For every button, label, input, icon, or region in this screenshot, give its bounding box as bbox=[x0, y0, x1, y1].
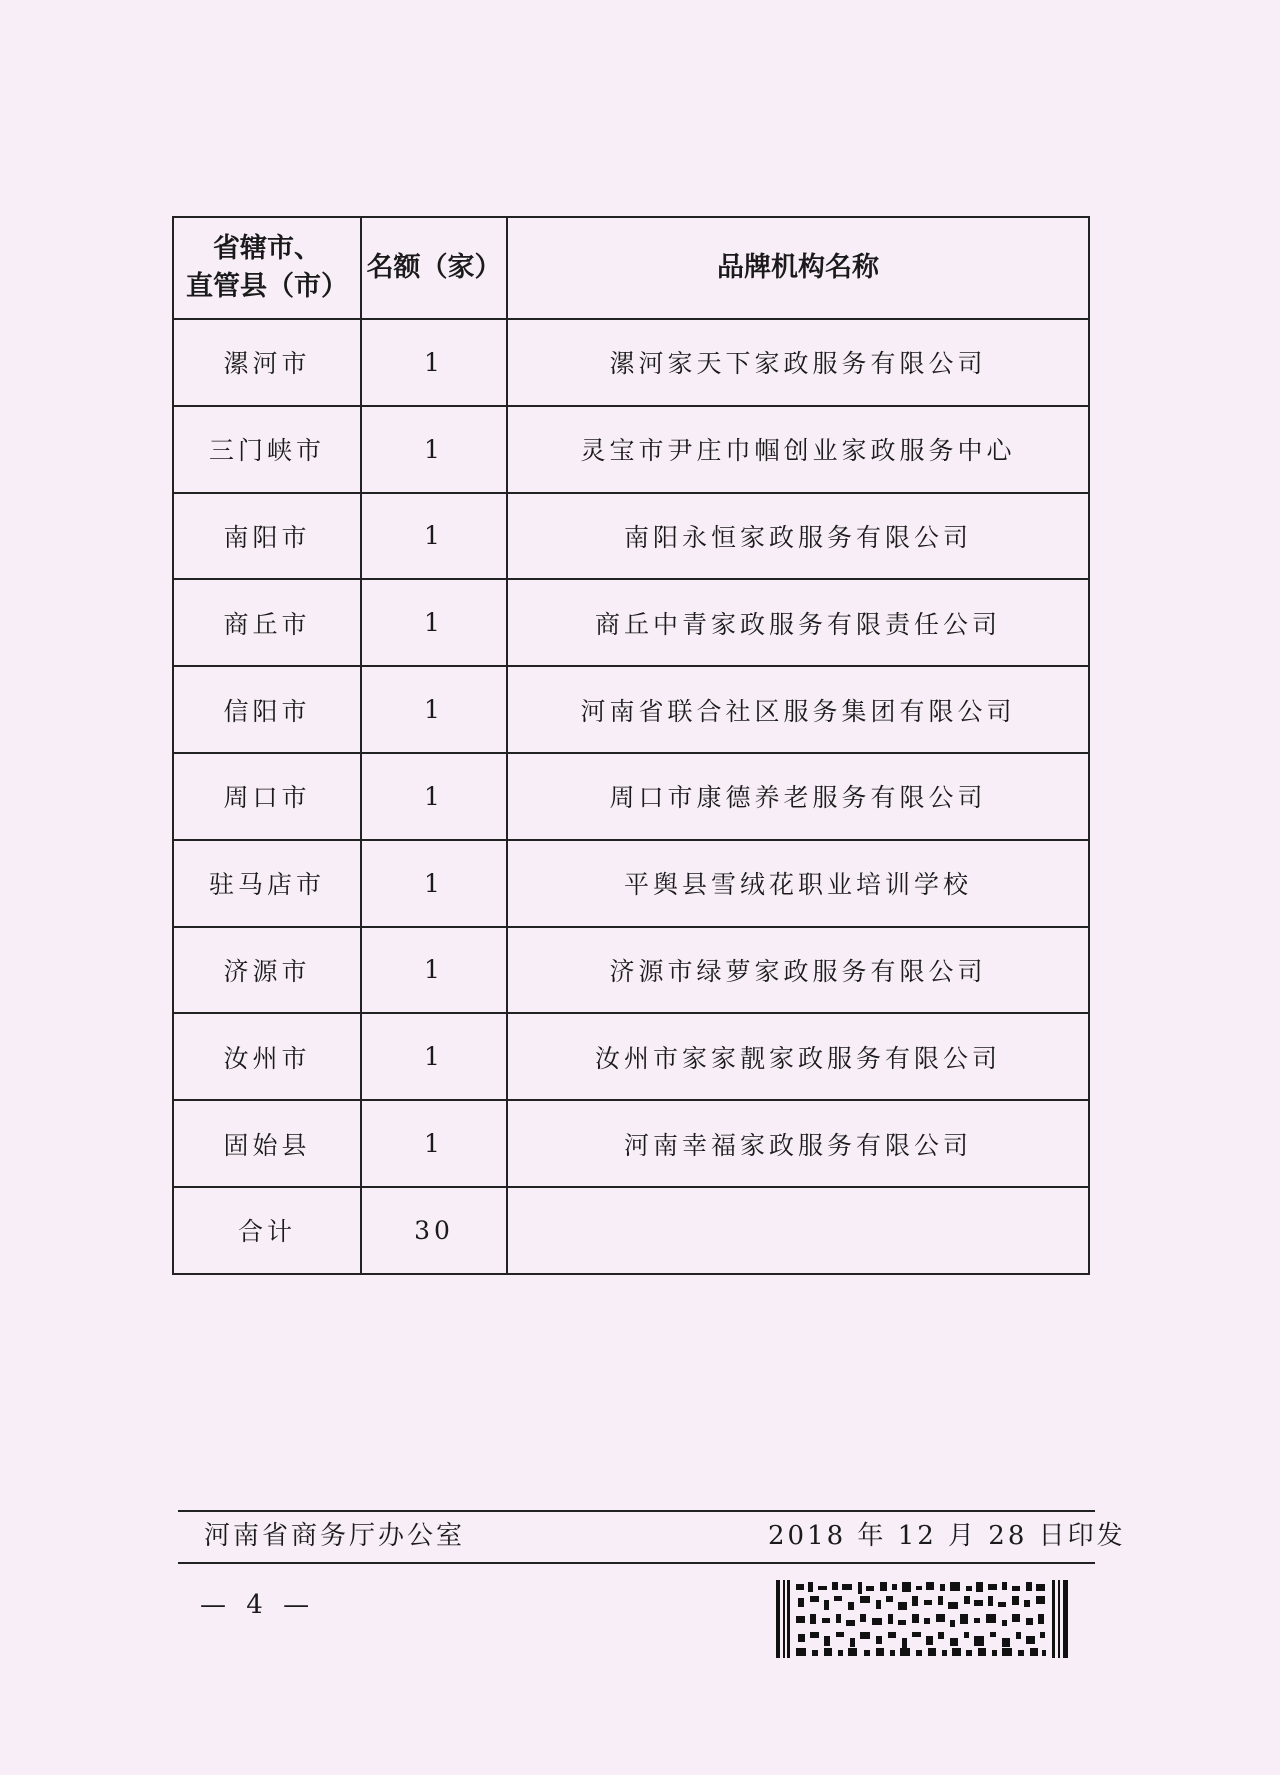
table-row bbox=[173, 319, 1089, 406]
table-row bbox=[173, 753, 1089, 840]
cell-region: 固始县 bbox=[173, 1100, 361, 1187]
cell-region: 驻马店市 bbox=[173, 840, 361, 927]
table-row bbox=[173, 406, 1089, 493]
table-row bbox=[173, 1100, 1089, 1187]
table-row bbox=[173, 579, 1089, 666]
cell-org: 河南幸福家政服务有限公司 bbox=[507, 1100, 1089, 1187]
cell-region: 济源市 bbox=[173, 927, 361, 1014]
cell-region: 信阳市 bbox=[173, 666, 361, 753]
cell-org: 漯河家天下家政服务有限公司 bbox=[507, 319, 1089, 406]
cell-count: 1 bbox=[361, 579, 507, 666]
issue-date: 2018 年 12 月 28 日印发 bbox=[768, 1521, 1126, 1551]
cell-org: 河南省联合社区服务集团有限公司 bbox=[507, 666, 1089, 753]
header-region-line2: 直管县（市） bbox=[186, 271, 348, 302]
table-row bbox=[173, 927, 1089, 1014]
cell-count: 1 bbox=[361, 840, 507, 927]
footer-divider-bottom bbox=[178, 1562, 1095, 1564]
barcode-icon bbox=[776, 1580, 1068, 1658]
cell-org: 商丘中青家政服务有限责任公司 bbox=[507, 579, 1089, 666]
cell-count: 1 bbox=[361, 493, 507, 580]
cell-count: 1 bbox=[361, 927, 507, 1014]
cell-region: 汝州市 bbox=[173, 1013, 361, 1100]
cell-region: 周口市 bbox=[173, 753, 361, 840]
cell-org: 南阳永恒家政服务有限公司 bbox=[507, 493, 1089, 580]
cell-region: 漯河市 bbox=[173, 319, 361, 406]
page-number: — 4 — bbox=[200, 1590, 316, 1620]
table-total-row bbox=[173, 1187, 1089, 1274]
cell-org: 周口市康德养老服务有限公司 bbox=[507, 753, 1089, 840]
cell-count: 1 bbox=[361, 1013, 507, 1100]
table-row bbox=[173, 493, 1089, 580]
cell-count: 1 bbox=[361, 753, 507, 840]
cell-org: 汝州市家家靓家政服务有限公司 bbox=[507, 1013, 1089, 1100]
table-row bbox=[173, 666, 1089, 753]
cell-count: 1 bbox=[361, 1100, 507, 1187]
cell-region: 三门峡市 bbox=[173, 406, 361, 493]
cell-org: 灵宝市尹庄巾帼创业家政服务中心 bbox=[507, 406, 1089, 493]
table-header-row bbox=[173, 217, 1089, 319]
cell-total-label: 合计 bbox=[173, 1187, 361, 1274]
cell-region: 南阳市 bbox=[173, 493, 361, 580]
brand-institution-table bbox=[172, 216, 1090, 1275]
cell-count: 1 bbox=[361, 666, 507, 753]
cell-org: 济源市绿萝家政服务有限公司 bbox=[507, 927, 1089, 1014]
table-row bbox=[173, 1013, 1089, 1100]
header-org: 品牌机构名称 bbox=[507, 217, 1089, 319]
header-region bbox=[173, 217, 361, 319]
cell-org: 平舆县雪绒花职业培训学校 bbox=[507, 840, 1089, 927]
table-row bbox=[173, 840, 1089, 927]
header-region-line1: 省辖市、 bbox=[213, 233, 321, 264]
cell-total-count: 30 bbox=[361, 1187, 507, 1274]
cell-count: 1 bbox=[361, 406, 507, 493]
header-quota: 名额（家） bbox=[361, 217, 507, 319]
cell-count: 1 bbox=[361, 319, 507, 406]
issuing-office: 河南省商务厅办公室 bbox=[204, 1521, 466, 1551]
cell-total-org bbox=[507, 1187, 1089, 1274]
cell-region: 商丘市 bbox=[173, 579, 361, 666]
